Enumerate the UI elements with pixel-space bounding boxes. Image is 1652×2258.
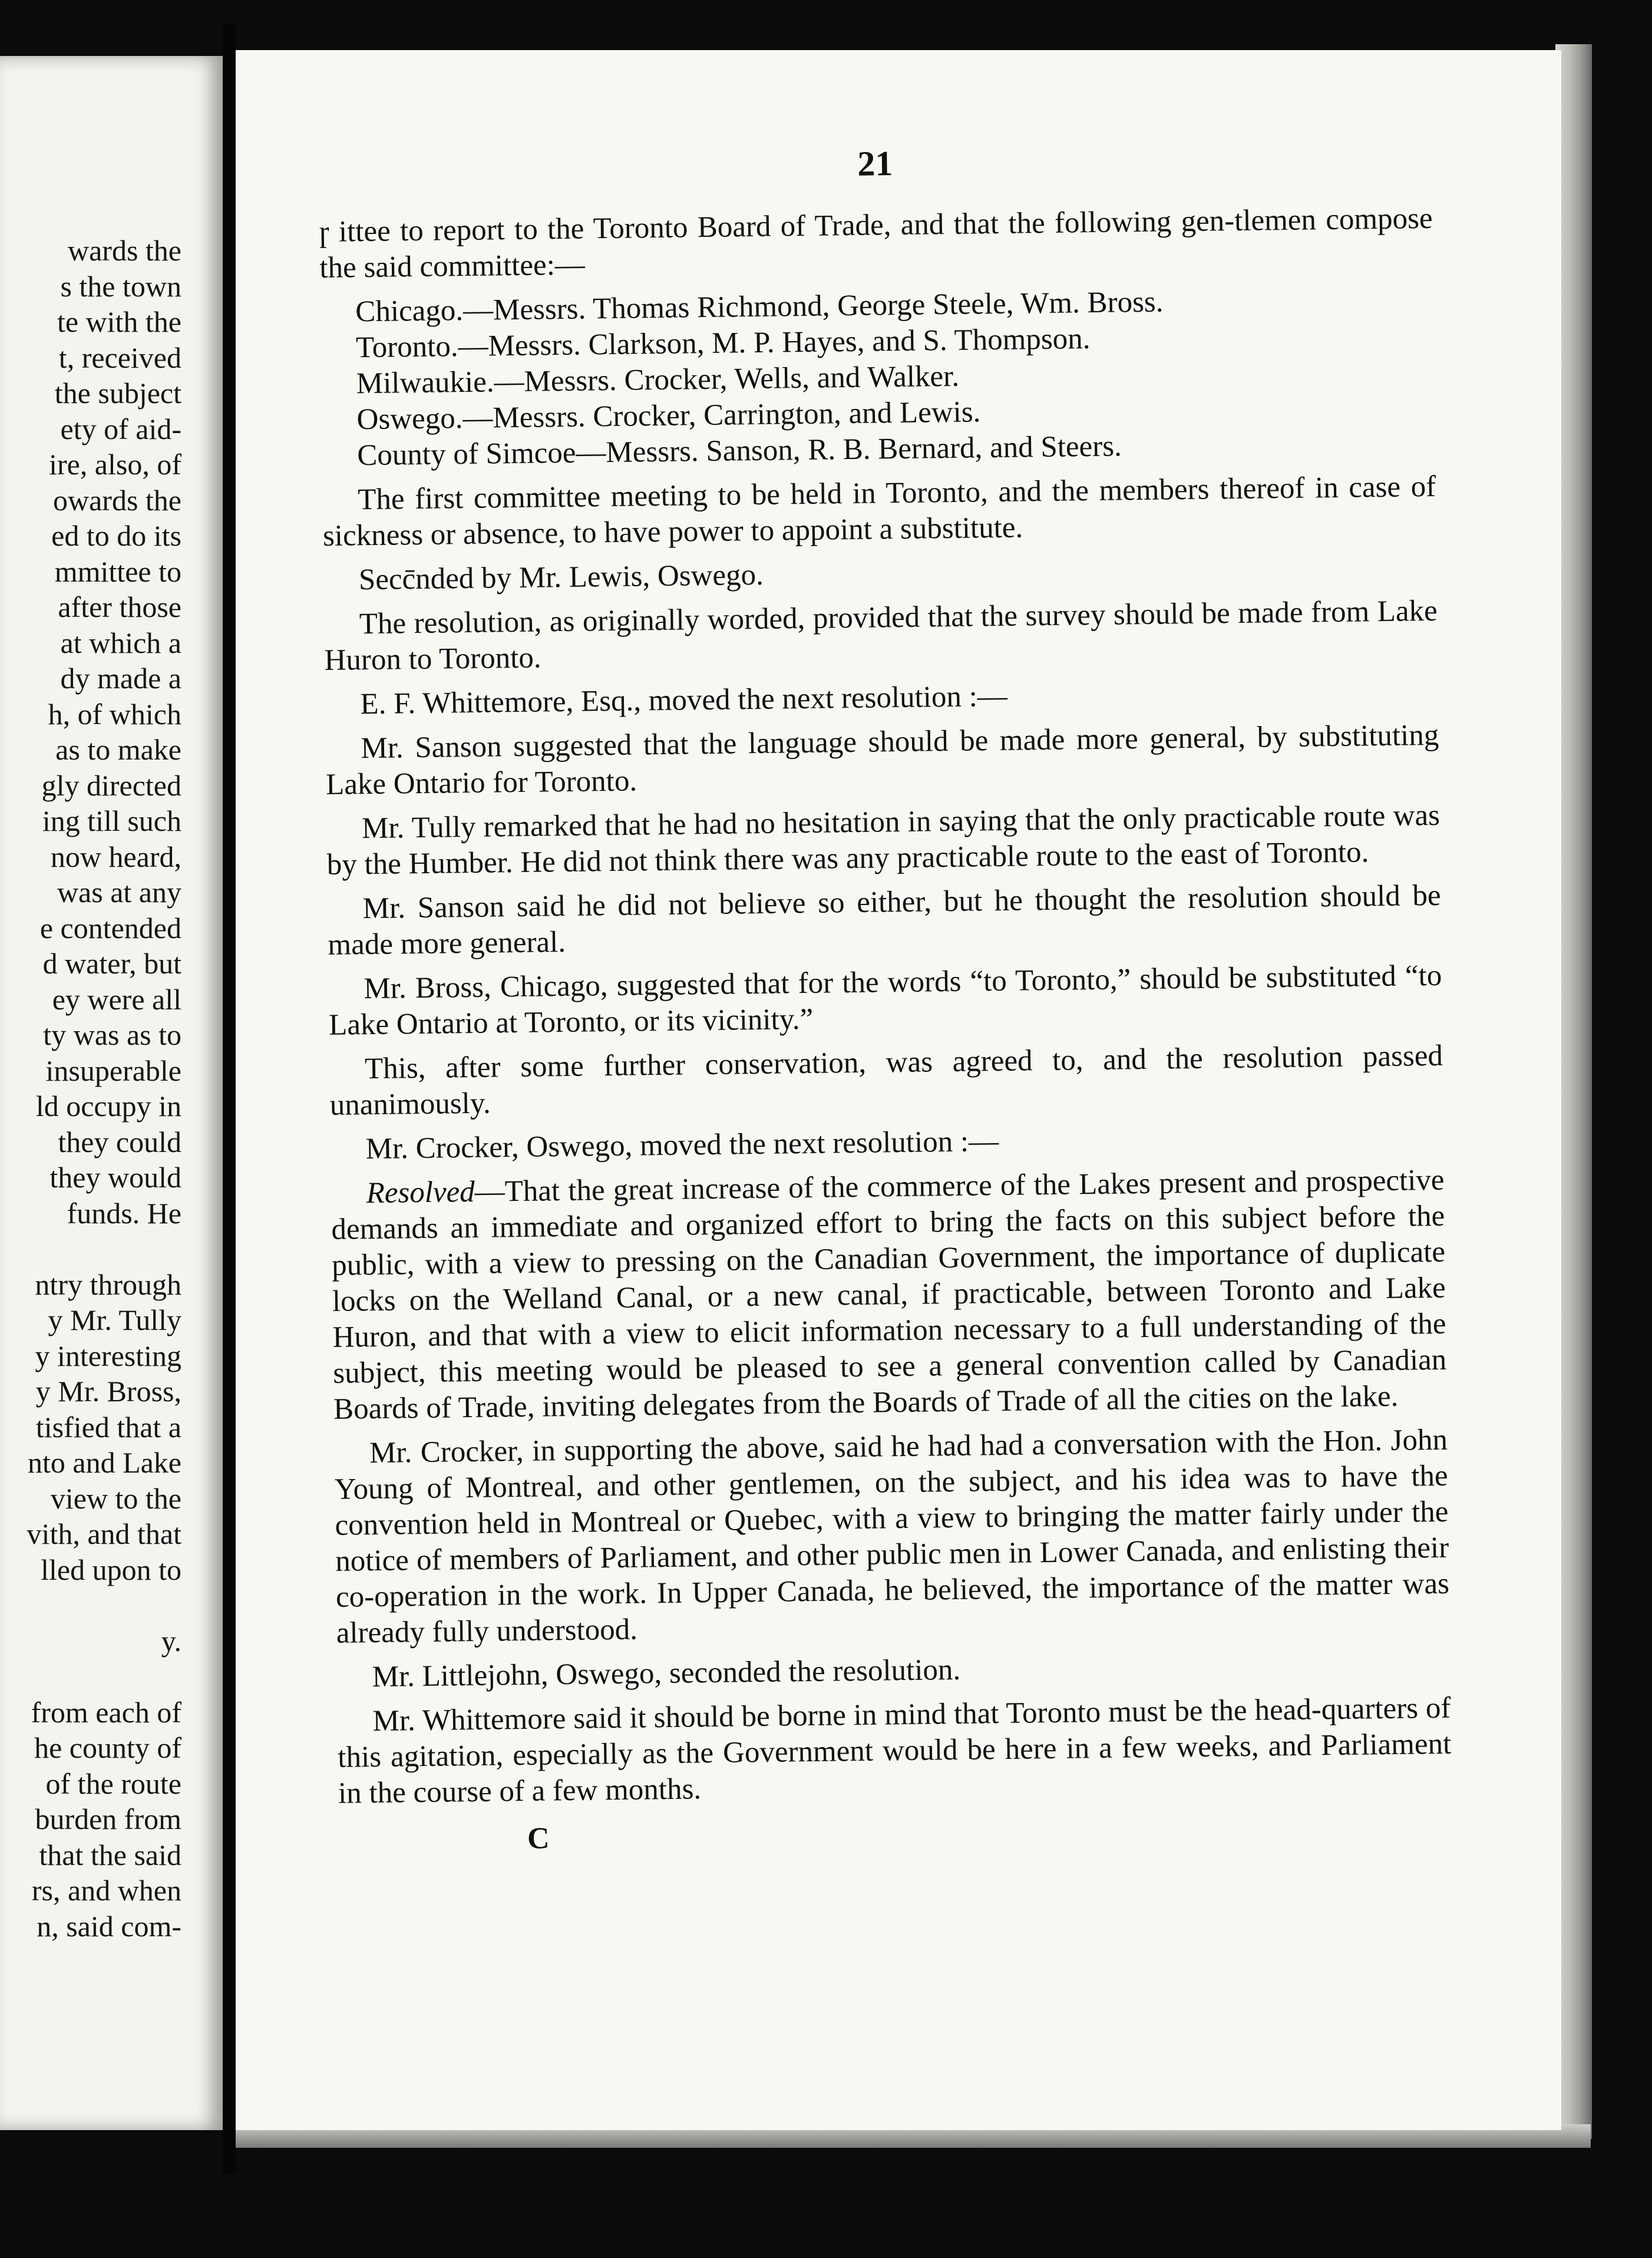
left-page-line: as to make bbox=[55, 733, 181, 766]
signature-mark: C bbox=[527, 1821, 550, 1856]
left-page-line: ld occupy in bbox=[35, 1090, 181, 1123]
committee-entry: Toronto.—Messrs. Clarkson, M. P. Hayes, and S. Thompson. bbox=[355, 322, 1091, 365]
paragraph: Mr. Littlejohn, Oswego, seconded the resolution. bbox=[372, 1653, 961, 1694]
left-page-line: ire, also, of bbox=[49, 448, 181, 481]
book-gutter bbox=[223, 24, 236, 2174]
left-page-line: ntry through bbox=[35, 1267, 181, 1301]
paragraph: The first committee meeting to be held in Toronto, and the members thereof in case of sickness or absence, to have power to appoint a substitute. bbox=[322, 470, 1436, 553]
resolved-label: Resolved bbox=[366, 1175, 475, 1210]
paragraph: Mr. Tully remarked that he had no hesitation in saying that the only practicable route was by the Humber. He did not think there was any practicable route to the east of Toronto. bbox=[326, 798, 1440, 882]
committee-list bbox=[320, 281, 1436, 474]
left-page-line: y Mr. Tully bbox=[48, 1303, 181, 1336]
left-page-line: view to the bbox=[50, 1481, 181, 1515]
left-page-line: ing till such bbox=[42, 804, 181, 837]
committee-entry: Chicago.—Messrs. Thomas Richmond, George Steele, Wm. Bross. bbox=[355, 285, 1164, 329]
left-page-line: after those bbox=[58, 590, 181, 623]
left-page-line: tisfied that a bbox=[35, 1410, 181, 1444]
left-page-line: ty was as to bbox=[43, 1018, 181, 1051]
left-page-line: ey were all bbox=[52, 982, 181, 1016]
page-content bbox=[318, 137, 1452, 1858]
left-page-line: d water, but bbox=[42, 947, 181, 980]
paragraph: Mr. Whittemore said it should be borne in mind that Toronto must be the head-quarters of this agitation, especially as the Government would be here in a few weeks, and Parliament in the course of a few months. bbox=[337, 1691, 1452, 1810]
left-page-line: gly directed bbox=[41, 768, 181, 802]
opening-paragraph: ɼ ittee to report to the Toronto Board of Trade, and that the following gen-tlemen compose the said committee:— bbox=[319, 202, 1433, 285]
left-page-line: that the said bbox=[39, 1838, 181, 1871]
left-page-line: n, said com- bbox=[37, 1909, 181, 1943]
left-page-text bbox=[27, 233, 181, 1944]
left-page-line: y. bbox=[161, 1624, 181, 1658]
left-page-line: t, received bbox=[58, 341, 181, 374]
paragraph: Mr. Sanson said he did not believe so either, but he thought the resolution should be made more general. bbox=[328, 879, 1441, 962]
left-page-line: s the town bbox=[60, 269, 181, 303]
committee-entry: County of Simcoe—Messrs. Sanson, R. B. Bernard, and Steers. bbox=[356, 430, 1122, 473]
paragraph: This, after some further conservation, was agreed to, and the resolution passed unanimously. bbox=[329, 1039, 1443, 1122]
left-page-line: e contended bbox=[39, 911, 181, 945]
left-page-line: burden from bbox=[35, 1803, 181, 1836]
left-page-line: owards the bbox=[53, 483, 181, 517]
left-page-line: y interesting bbox=[35, 1339, 181, 1372]
left-page-line: at which a bbox=[60, 626, 181, 659]
committee-entry: Milwaukie.—Messrs. Crocker, Wells, and Walker. bbox=[356, 359, 960, 401]
resolved-text: —That the great increase of the commerce of the Lakes present and prospective demands an immediate and organized effort to bring the facts on this subject before the public, with a view to pressing on the Canadian Government, the importance of duplicate locks on the Welland Canal, or a new canal, if practicable, between Toronto and Lake Huron, and that with a view to elicit information necessary to a full understanding of the subject, this meeting would be pleased to see a general convention called by Canadian Boards of Trade, inviting delegates from the Boards of Trade of all the cities on the lake. bbox=[331, 1163, 1447, 1426]
left-page-line: of the route bbox=[45, 1767, 181, 1800]
left-page-line: he county of bbox=[34, 1731, 181, 1764]
committee-entry: Oswego.—Messrs. Crocker, Carrington, and Lewis. bbox=[356, 395, 981, 437]
left-page-line bbox=[27, 1659, 181, 1695]
left-page-line: insuperable bbox=[45, 1054, 181, 1087]
left-page-line bbox=[27, 1231, 181, 1267]
left-page-line: lled upon to bbox=[41, 1553, 181, 1586]
left-page-line: the subject bbox=[54, 377, 181, 410]
paragraph: Mr. Sanson suggested that the language should be made more general, by substituting Lake Ontario for Toronto. bbox=[325, 718, 1439, 801]
left-page bbox=[0, 56, 223, 2130]
paragraph: Mr. Bross, Chicago, suggested that for the words “to Toronto,” should be substituted “to Lake Ontario at Toronto, or its vicinity.” bbox=[328, 959, 1442, 1042]
left-page-line: rs, and when bbox=[31, 1874, 181, 1907]
paragraph: E. F. Whittemore, Esq., moved the next resolution :— bbox=[360, 679, 1008, 721]
left-page-line: ety of aid- bbox=[60, 412, 181, 445]
left-page-line: from each of bbox=[31, 1695, 181, 1729]
paragraph: The resolution, as originally worded, provided that the survey should be made from Lake Huron to Toronto. bbox=[324, 594, 1438, 677]
left-page-line bbox=[27, 1587, 181, 1623]
left-page-line: vith, and that bbox=[27, 1517, 181, 1550]
left-page-line: y Mr. Bross, bbox=[35, 1375, 181, 1408]
paragraph: Secc̄nded by Mr. Lewis, Oswego. bbox=[358, 558, 764, 597]
left-page-line: dy made a bbox=[60, 662, 181, 695]
left-page-line: funds. He bbox=[67, 1196, 181, 1230]
right-page bbox=[236, 50, 1561, 2130]
paragraph: Mr. Crocker, Oswego, moved the next resolution :— bbox=[365, 1125, 999, 1166]
left-page-line: they could bbox=[58, 1125, 181, 1158]
paragraph: Mr. Crocker, in supporting the above, said he had had a conversation with the Hon. John Young of Montreal, and other gentlemen, on the subject, and his idea was to have the convention held in Montreal or Quebec, with a view to bringing the matter fairly under the notice of members of Parliament, and other public men in Lower Canada, and enlisting their co-operation in the work. In Upper Canada, he believed, the importance of the matter was already fully understood. bbox=[334, 1423, 1450, 1650]
left-page-line: te with the bbox=[57, 305, 181, 338]
page-number: 21 bbox=[857, 144, 893, 183]
left-page-line: wards the bbox=[68, 234, 181, 267]
left-page-line: nto and Lake bbox=[27, 1446, 181, 1479]
left-page-line: was at any bbox=[57, 876, 181, 909]
left-page-line: they would bbox=[49, 1161, 181, 1194]
left-page-line: h, of which bbox=[48, 697, 181, 731]
left-page-line: ed to do its bbox=[51, 519, 181, 552]
resolution-paragraph bbox=[331, 1163, 1447, 1428]
left-page-line: now heard, bbox=[50, 840, 181, 873]
left-page-line: mmittee to bbox=[54, 554, 181, 588]
